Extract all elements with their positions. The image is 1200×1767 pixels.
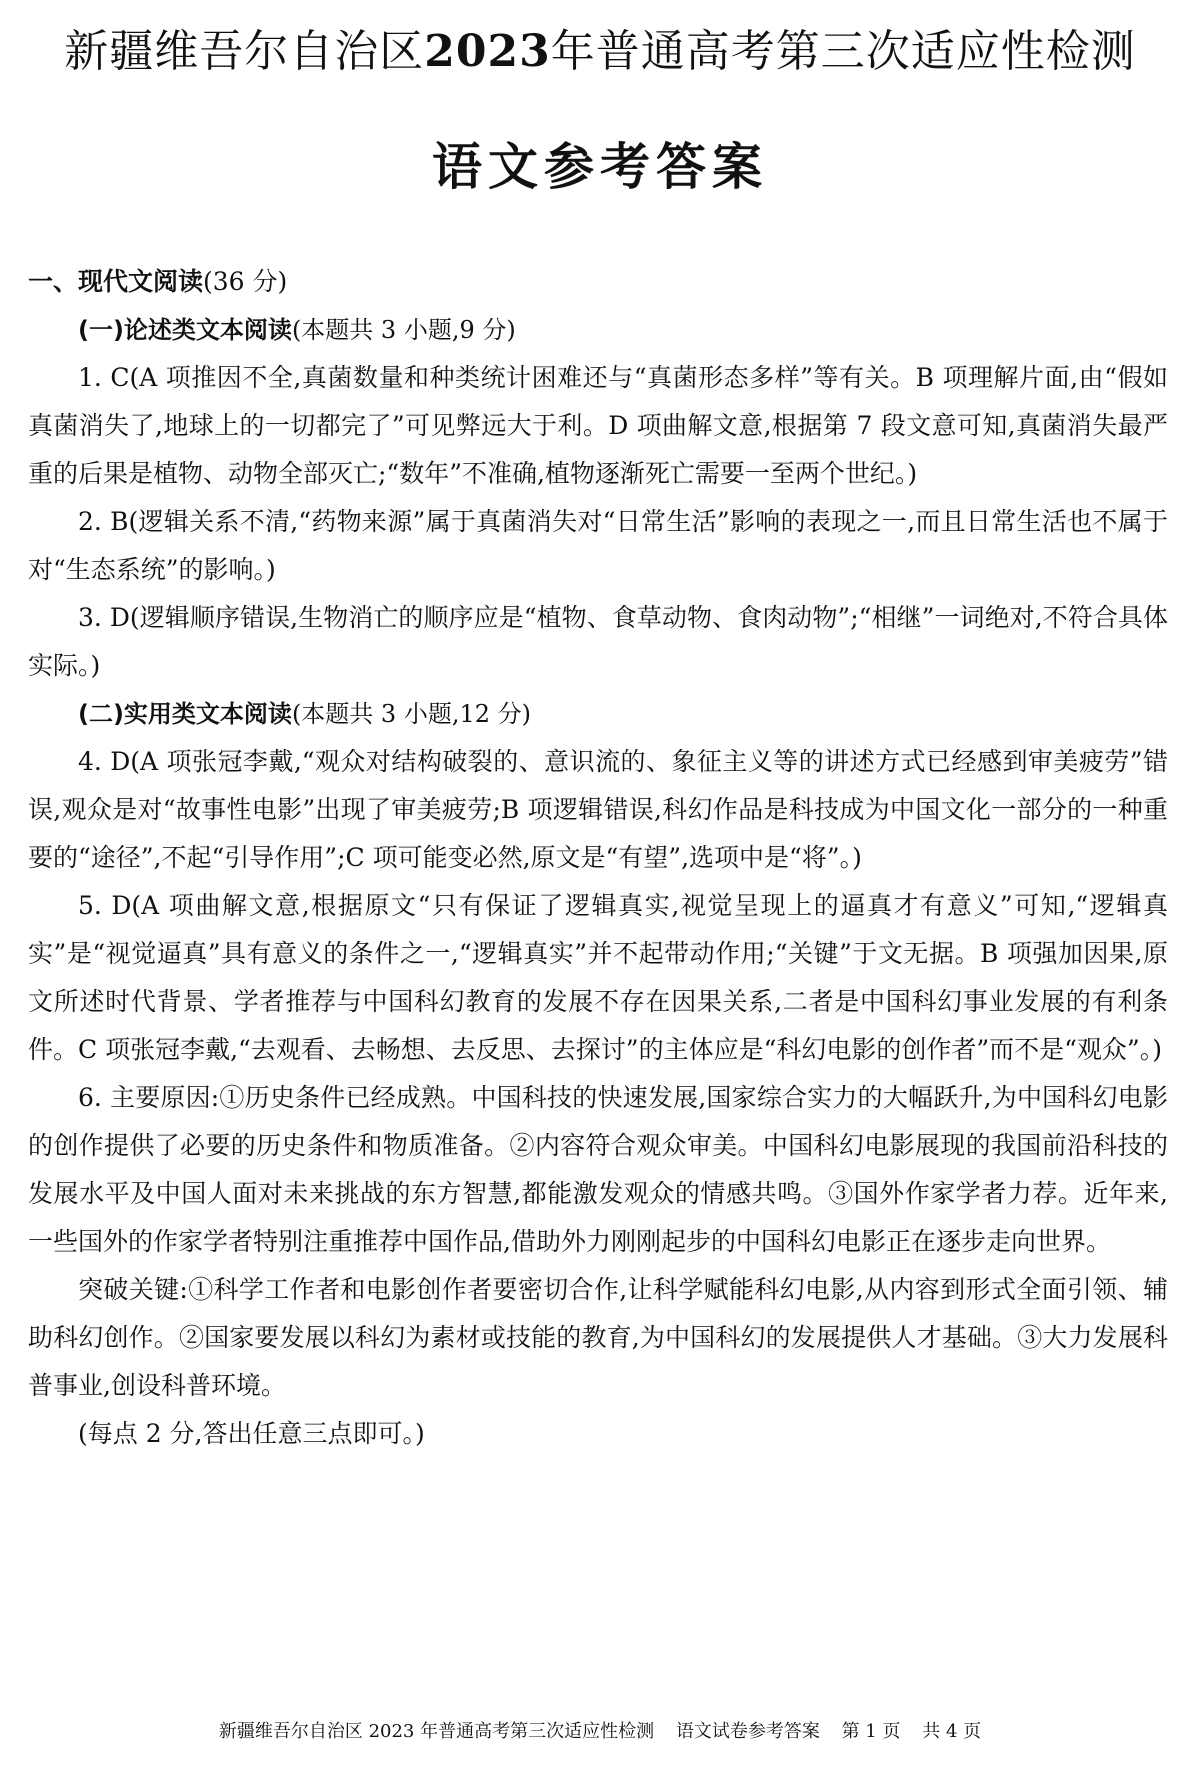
answer-q6-reasons: 6. 主要原因:①历史条件已经成熟。中国科技的快速发展,国家综合实力的大幅跃升,为中国科幻电影的创作提供了必要的历史条件和物质准备。②内容符合观众审美。中国科幻电影展现的我国前沿科技的发展水平及中国人面对未来挑战的东方智慧,都能激发观众的情感共鸣。③国外作家学者力荐。近年来,一些国外的作家学者特别注重推荐中国作品,借助外力刚刚起步的中国科幻电影正在逐步走向世界。 — [28, 1083, 1168, 1256]
answer-q6-note: (每点 2 分,答出任意三点即可。) — [78, 1419, 425, 1448]
answer-content — [28, 258, 1168, 1458]
part-score-1: (本题共 3 小题,9 分) — [291, 316, 516, 344]
page-footer — [0, 1718, 1200, 1746]
part-title-2: (二)实用类文本阅读 — [78, 700, 292, 728]
section-score: (36 分) — [203, 267, 288, 296]
footer-paper: 语文试卷参考答案 — [675, 1721, 820, 1742]
footer-exam: 新疆维吾尔自治区 2023 年普通高考第三次适应性检测 — [218, 1721, 655, 1742]
title-year: 2023 — [424, 26, 551, 77]
part-score-2: (本题共 3 小题,12 分) — [291, 700, 531, 728]
answer-key-title: 语文参考答案 — [432, 137, 768, 196]
answer-q5: 5. D(A 项曲解文意,根据原文“只有保证了逻辑真实,视觉呈现上的逼真才有意义”可知,“逻辑真实”是“视觉逼真”具有意义的条件之一,“逻辑真实”并不起带动作用;“关键”于文无据。B 项强加因果,原文所述时代背景、学者推荐与中国科幻教育的发展不存在因果关系,二者是中国科幻事业发展的有利条件。C 项张冠李戴,“去观看、去畅想、去反思、去探讨”的主体应是“科幻电影的创作者”而不是“观众”。) — [28, 891, 1168, 1064]
title-prefix: 新疆维吾尔自治区 — [64, 26, 425, 77]
footer-total: 共 4 页 — [922, 1721, 982, 1742]
answer-q2: 2. B(逻辑关系不清,“药物来源”属于真菌消失对“日常生活”影响的表现之一,而且日常生活也不属于对“生态系统”的影响。) — [28, 507, 1168, 584]
answer-q3: 3. D(逻辑顺序错误,生物消亡的顺序应是“植物、食草动物、食肉动物”;“相继”一词绝对,不符合具体实际。) — [28, 603, 1168, 680]
title-suffix: 年普通高考第三次适应性检测 — [550, 26, 1136, 77]
part-heading-1 — [28, 306, 1168, 354]
answer-q4: 4. D(A 项张冠李戴,“观众对结构破裂的、意识流的、象征主义等的讲述方式已经感到审美疲劳”错误,观众是对“故事性电影”出现了审美疲劳;B 项逻辑错误,科幻作品是科技成为中国文化一部分的一种重要的“途径”,不起“引导作用”;C 项可能变必然,原文是“有望”,选项中是“将”。) — [28, 747, 1168, 872]
section-title: 一、现代文阅读 — [28, 267, 204, 296]
exam-title — [0, 22, 1200, 82]
answer-q6-breakthrough: 突破关键:①科学工作者和电影创作者要密切合作,让科学赋能科幻电影,从内容到形式全面引领、辅助科幻创作。②国家要发展以科幻为素材或技能的教育,为中国科幻的发展提供人才基础。③大力发展科普事业,创设科普环境。 — [28, 1275, 1168, 1400]
part-heading-2 — [28, 690, 1168, 738]
answer-q1: 1. C(A 项推因不全,真菌数量和种类统计困难还与“真菌形态多样”等有关。B 项理解片面,由“假如真菌消失了,地球上的一切都完了”可见弊远大于利。D 项曲解文意,根据第 7 段文意可知,真菌消失最严重的后果是植物、动物全部灭亡;“数年”不准确,植物逐渐死亡需要一至两个世纪。) — [28, 363, 1168, 488]
section-heading — [28, 258, 1168, 306]
part-title-1: (一)论述类文本阅读 — [78, 316, 292, 344]
footer-page: 第 1 页 — [841, 1721, 901, 1742]
